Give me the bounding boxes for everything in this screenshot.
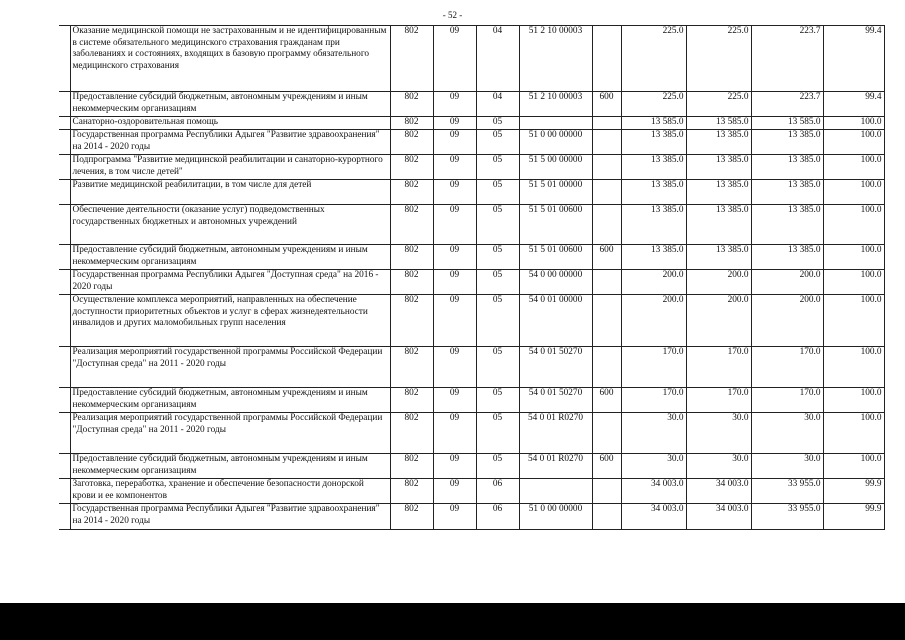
cell-refined-plan: 13 385.0 [686,205,751,245]
cell-vr [592,205,621,245]
row-margin [59,92,70,117]
table-row [59,130,884,155]
table-row [59,155,884,180]
cell-name: Предоставление субсидий бюджетным, автономным учреждениям и иным некоммерческим организациям [70,245,390,270]
cell-refined-plan: 170.0 [686,388,751,413]
cell-csr: 54 0 00 00000 [519,270,592,295]
cell-refined-plan: 13 385.0 [686,180,751,205]
cell-executed: 30.0 [751,413,823,454]
cell-csr: 51 5 00 00000 [519,155,592,180]
cell-name: Государственная программа Республики Адыгея "Развитие здравоохранения" на 2014 - 2020 годы [70,130,390,155]
cell-percent: 100.0 [823,270,884,295]
cell-ved: 802 [390,26,433,92]
cell-plan: 13 385.0 [621,245,686,270]
cell-refined-plan: 200.0 [686,295,751,347]
row-margin [59,117,70,130]
row-margin [59,245,70,270]
cell-name: Развитие медицинской реабилитации, в том числе для детей [70,180,390,205]
cell-executed: 200.0 [751,270,823,295]
page-number: - 52 - [442,10,463,20]
cell-executed: 13 385.0 [751,130,823,155]
cell-ved: 802 [390,205,433,245]
cell-name: Реализация мероприятий государственной программы Российской Федерации "Доступная среда" на 2011 - 2020 годы [70,347,390,388]
table-row [59,117,884,130]
cell-refined-plan: 34 003.0 [686,479,751,504]
cell-executed: 200.0 [751,295,823,347]
cell-ved: 802 [390,155,433,180]
cell-ved: 802 [390,295,433,347]
cell-vr [592,347,621,388]
cell-csr: 51 5 01 00600 [519,205,592,245]
cell-name: Санаторно-оздоровительная помощь [70,117,390,130]
cell-name: Заготовка, переработка, хранение и обеспечение безопасности донорской крови и ее компонентов [70,479,390,504]
cell-rz: 09 [433,270,476,295]
cell-plan: 34 003.0 [621,479,686,504]
cell-pr: 05 [476,270,519,295]
cell-pr: 06 [476,504,519,530]
cell-plan: 200.0 [621,270,686,295]
cell-name: Государственная программа Республики Адыгея "Развитие здравоохранения" на 2014 - 2020 годы [70,504,390,530]
cell-ved: 802 [390,92,433,117]
cell-rz: 09 [433,155,476,180]
cell-ved: 802 [390,504,433,530]
cell-rz: 09 [433,504,476,530]
cell-pr: 05 [476,347,519,388]
cell-executed: 170.0 [751,347,823,388]
cell-rz: 09 [433,205,476,245]
table-row [59,479,884,504]
cell-refined-plan: 34 003.0 [686,504,751,530]
cell-rz: 09 [433,117,476,130]
cell-csr: 54 0 01 50270 [519,388,592,413]
cell-refined-plan: 13 385.0 [686,155,751,180]
cell-percent: 100.0 [823,347,884,388]
cell-vr [592,155,621,180]
cell-pr: 05 [476,117,519,130]
cell-rz: 09 [433,479,476,504]
cell-vr [592,504,621,530]
row-margin [59,504,70,530]
row-margin [59,180,70,205]
budget-table [59,25,885,530]
cell-plan: 225.0 [621,92,686,117]
cell-percent: 99.9 [823,504,884,530]
cell-vr [592,479,621,504]
row-margin [59,130,70,155]
cell-rz: 09 [433,92,476,117]
cell-csr: 51 0 00 00000 [519,504,592,530]
cell-csr: 54 0 01 00000 [519,295,592,347]
cell-plan: 13 385.0 [621,180,686,205]
cell-percent: 100.0 [823,388,884,413]
cell-vr: 600 [592,454,621,479]
cell-executed: 30.0 [751,454,823,479]
cell-name: Предоставление субсидий бюджетным, автономным учреждениям и иным некоммерческим организациям [70,454,390,479]
cell-pr: 05 [476,413,519,454]
cell-executed: 13 585.0 [751,117,823,130]
cell-name: Предоставление субсидий бюджетным, автономным учреждениям и иным некоммерческим организациям [70,92,390,117]
cell-percent: 99.4 [823,26,884,92]
row-margin [59,388,70,413]
cell-ved: 802 [390,117,433,130]
cell-vr: 600 [592,92,621,117]
table-row [59,270,884,295]
cell-percent: 100.0 [823,295,884,347]
cell-plan: 200.0 [621,295,686,347]
cell-ved: 802 [390,454,433,479]
cell-csr: 51 5 01 00600 [519,245,592,270]
cell-rz: 09 [433,180,476,205]
cell-percent: 100.0 [823,205,884,245]
row-margin [59,205,70,245]
cell-percent: 100.0 [823,245,884,270]
table-row [59,388,884,413]
cell-percent: 100.0 [823,155,884,180]
cell-vr [592,180,621,205]
cell-csr: 51 2 10 00003 [519,92,592,117]
cell-plan: 13 385.0 [621,130,686,155]
cell-executed: 33 955.0 [751,479,823,504]
cell-plan: 13 585.0 [621,117,686,130]
cell-refined-plan: 13 385.0 [686,245,751,270]
cell-rz: 09 [433,454,476,479]
cell-ved: 802 [390,347,433,388]
cell-plan: 34 003.0 [621,504,686,530]
cell-percent: 100.0 [823,180,884,205]
row-margin [59,295,70,347]
cell-pr: 05 [476,180,519,205]
cell-refined-plan: 225.0 [686,26,751,92]
cell-csr: 54 0 01 R0270 [519,413,592,454]
table-row [59,413,884,454]
row-margin [59,270,70,295]
cell-plan: 30.0 [621,413,686,454]
cell-name: Осуществление комплекса мероприятий, направленных на обеспечение доступности приоритетных объектов и услуг в сферах жизнедеятельности инвалидов и других маломобильных групп населения [70,295,390,347]
cell-plan: 170.0 [621,347,686,388]
cell-percent: 99.9 [823,479,884,504]
scan-bottom-edge [0,603,905,640]
cell-vr [592,130,621,155]
cell-csr: 54 0 01 R0270 [519,454,592,479]
cell-pr: 05 [476,454,519,479]
cell-refined-plan: 170.0 [686,347,751,388]
cell-ved: 802 [390,479,433,504]
cell-pr: 04 [476,92,519,117]
cell-vr [592,26,621,92]
cell-rz: 09 [433,245,476,270]
cell-percent: 100.0 [823,413,884,454]
row-margin [59,155,70,180]
cell-ved: 802 [390,180,433,205]
cell-executed: 13 385.0 [751,245,823,270]
table-row [59,454,884,479]
cell-plan: 225.0 [621,26,686,92]
table-row [59,205,884,245]
table-row [59,347,884,388]
table-row [59,245,884,270]
row-margin [59,26,70,92]
table-row [59,295,884,347]
row-margin [59,479,70,504]
cell-csr: 54 0 01 50270 [519,347,592,388]
cell-name: Оказание медицинской помощи не застрахованным и не идентифицированным в системе обязательного медицинского страхования гражданам при заболеваниях и состояниях, входящих в базовую программу обязательного медицинского страхования [70,26,390,92]
table-row [59,180,884,205]
cell-rz: 09 [433,413,476,454]
cell-refined-plan: 225.0 [686,92,751,117]
cell-name: Реализация мероприятий государственной программы Российской Федерации "Доступная среда" на 2011 - 2020 годы [70,413,390,454]
row-margin [59,347,70,388]
table-row [59,26,884,92]
cell-plan: 170.0 [621,388,686,413]
cell-pr: 05 [476,388,519,413]
cell-vr [592,413,621,454]
cell-pr: 05 [476,130,519,155]
cell-pr: 06 [476,479,519,504]
cell-refined-plan: 13 385.0 [686,130,751,155]
cell-percent: 100.0 [823,130,884,155]
cell-csr: 51 2 10 00003 [519,26,592,92]
cell-executed: 13 385.0 [751,205,823,245]
cell-percent: 100.0 [823,117,884,130]
cell-executed: 13 385.0 [751,155,823,180]
cell-rz: 09 [433,130,476,155]
cell-name: Обеспечение деятельности (оказание услуг) подведомственных государственных бюджетных и автономных учреждений [70,205,390,245]
cell-executed: 223.7 [751,92,823,117]
cell-vr [592,295,621,347]
cell-rz: 09 [433,26,476,92]
cell-executed: 223.7 [751,26,823,92]
cell-vr [592,270,621,295]
cell-refined-plan: 13 585.0 [686,117,751,130]
row-margin [59,413,70,454]
cell-refined-plan: 30.0 [686,413,751,454]
cell-rz: 09 [433,295,476,347]
cell-plan: 13 385.0 [621,155,686,180]
cell-rz: 09 [433,388,476,413]
cell-pr: 05 [476,155,519,180]
cell-csr: 51 0 00 00000 [519,130,592,155]
cell-plan: 30.0 [621,454,686,479]
cell-vr [592,117,621,130]
cell-name: Государственная программа Республики Адыгея "Доступная среда" на 2016 - 2020 годы [70,270,390,295]
cell-pr: 05 [476,245,519,270]
cell-rz: 09 [433,347,476,388]
cell-pr: 05 [476,295,519,347]
cell-csr: 51 5 01 00000 [519,180,592,205]
cell-name: Предоставление субсидий бюджетным, автономным учреждениям и иным некоммерческим организациям [70,388,390,413]
cell-executed: 170.0 [751,388,823,413]
cell-vr: 600 [592,245,621,270]
cell-csr [519,479,592,504]
cell-vr: 600 [592,388,621,413]
cell-ved: 802 [390,413,433,454]
cell-name: Подпрограмма "Развитие медицинской реабилитации и санаторно-курортного лечения, в том числе детей" [70,155,390,180]
cell-executed: 13 385.0 [751,180,823,205]
cell-csr [519,117,592,130]
cell-refined-plan: 200.0 [686,270,751,295]
cell-executed: 33 955.0 [751,504,823,530]
cell-ved: 802 [390,270,433,295]
cell-pr: 04 [476,26,519,92]
cell-ved: 802 [390,130,433,155]
row-margin [59,454,70,479]
cell-percent: 99.4 [823,92,884,117]
table-row [59,92,884,117]
cell-percent: 100.0 [823,454,884,479]
cell-ved: 802 [390,388,433,413]
cell-plan: 13 385.0 [621,205,686,245]
cell-pr: 05 [476,205,519,245]
table-row [59,504,884,530]
cell-refined-plan: 30.0 [686,454,751,479]
cell-ved: 802 [390,245,433,270]
